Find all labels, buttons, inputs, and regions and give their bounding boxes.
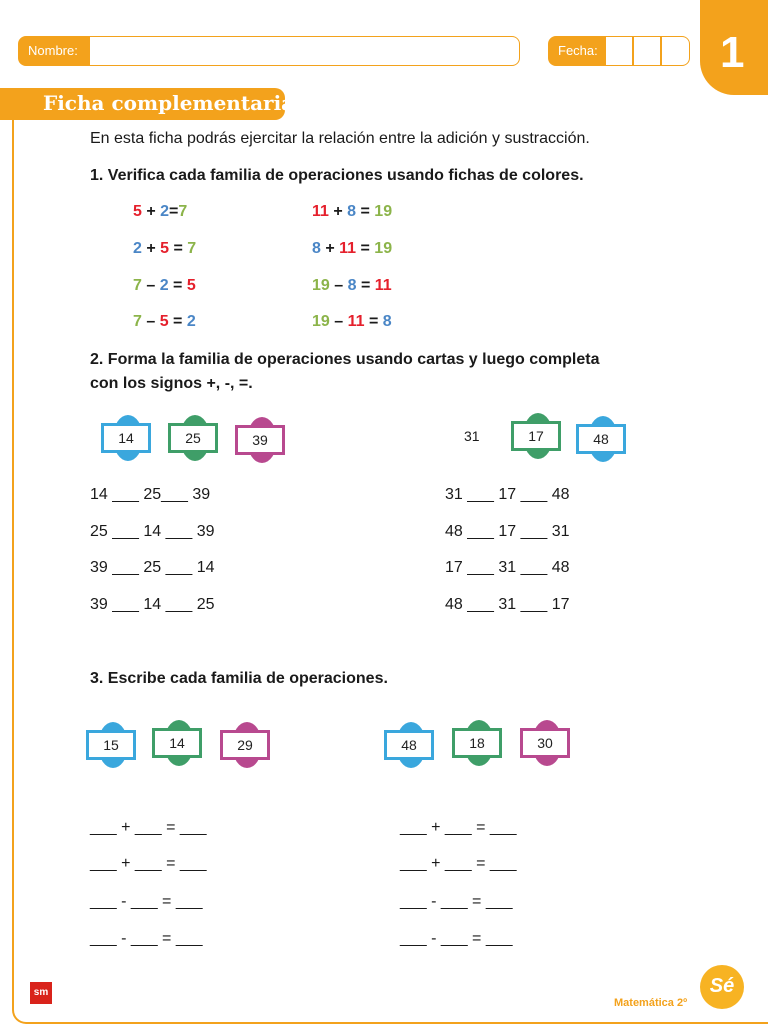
name-field[interactable] bbox=[90, 36, 520, 66]
equation-term: 5 bbox=[159, 313, 169, 330]
ex2-right-row: 48 ___ 17 ___ 31 bbox=[445, 523, 570, 540]
ex3-left-blank: ___ - ___ = ___ bbox=[90, 893, 203, 910]
ex2-left-row: 39 ___ 25 ___ 14 bbox=[90, 559, 215, 576]
card-blue bbox=[384, 722, 438, 768]
equation-term: = bbox=[168, 313, 187, 330]
ex3-left-blank: ___ + ___ = ___ bbox=[90, 819, 207, 836]
equation-term: 7 bbox=[133, 313, 142, 330]
equation-term: = bbox=[168, 277, 187, 294]
equation-term: 19 bbox=[374, 240, 393, 257]
ex2-right-row: 17 ___ 31 ___ 48 bbox=[445, 559, 570, 576]
equation-term: 7 bbox=[178, 203, 188, 220]
card-magenta bbox=[220, 722, 274, 768]
equation-term: + bbox=[141, 240, 161, 257]
equation-term: 19 bbox=[312, 277, 330, 294]
ex1-left-equation bbox=[133, 240, 196, 258]
card-value: 14 bbox=[101, 423, 151, 453]
ex1-left-equation bbox=[133, 313, 196, 331]
date-field[interactable] bbox=[606, 36, 690, 66]
ex3-left-blank: ___ - ___ = ___ bbox=[90, 930, 203, 947]
equation-term: 2 bbox=[133, 240, 142, 257]
publisher-logo: sm bbox=[30, 982, 52, 1004]
date-label: Fecha: bbox=[548, 36, 606, 66]
ex1-right-equation bbox=[312, 277, 392, 295]
unit-number: 1 bbox=[720, 28, 745, 77]
ex1-right-equation bbox=[312, 313, 392, 331]
card-blue bbox=[86, 722, 140, 768]
equation-term: = bbox=[364, 313, 383, 330]
card-green bbox=[452, 720, 506, 766]
card-green bbox=[168, 415, 222, 461]
equation-term: + bbox=[328, 203, 348, 220]
equation-term: 19 bbox=[312, 313, 330, 330]
card-blue bbox=[101, 415, 155, 461]
equation-term: 8 bbox=[382, 313, 392, 330]
equation-term: – bbox=[141, 313, 160, 330]
equation-term: 11 bbox=[347, 313, 365, 330]
equation-term: 11 bbox=[312, 203, 329, 220]
ex3-right-blank: ___ - ___ = ___ bbox=[400, 893, 513, 910]
equation-term: + bbox=[141, 203, 161, 220]
name-label: Nombre: bbox=[18, 36, 90, 66]
card-value: 15 bbox=[86, 730, 136, 760]
page-title: Ficha complementaria bbox=[43, 91, 295, 115]
equation-term: + bbox=[320, 240, 340, 257]
equation-term: – bbox=[141, 277, 160, 294]
equation-term: 7 bbox=[187, 240, 197, 257]
equation-term: – bbox=[329, 313, 348, 330]
ex2-right-row: 31 ___ 17 ___ 48 bbox=[445, 486, 570, 503]
ex1-left-equation bbox=[133, 277, 196, 295]
equation-term: 2 bbox=[186, 313, 196, 330]
card-value: 30 bbox=[520, 728, 570, 758]
card-value: 14 bbox=[152, 728, 202, 758]
card-magenta bbox=[520, 720, 574, 766]
equation-term: = bbox=[169, 240, 188, 257]
equation-term: = bbox=[169, 203, 179, 220]
book-title: Matemática 2º bbox=[614, 997, 688, 1009]
equation-term: 8 bbox=[347, 203, 357, 220]
card-value: 17 bbox=[511, 421, 561, 451]
ex1-right-equation bbox=[312, 240, 392, 258]
card-value: 18 bbox=[452, 728, 502, 758]
ex2-title-line1: 2. Forma la familia de operaciones usando cartas y luego completa bbox=[90, 351, 600, 368]
card-value: 25 bbox=[168, 423, 218, 453]
equation-term: = bbox=[356, 240, 375, 257]
equation-term: = bbox=[356, 277, 375, 294]
equation-term: 19 bbox=[374, 203, 393, 220]
card-plain: 31 bbox=[464, 428, 480, 444]
intro-text: En esta ficha podrás ejercitar la relación entre la adición y sustracción. bbox=[90, 130, 590, 147]
ex1-right-equation bbox=[312, 203, 392, 221]
equation-term: 11 bbox=[339, 240, 357, 257]
ex1-left-equation bbox=[133, 203, 187, 221]
ex3-title: 3. Escribe cada familia de operaciones. bbox=[90, 670, 388, 687]
ex2-left-row: 25 ___ 14 ___ 39 bbox=[90, 523, 215, 540]
ex3-right-blank: ___ + ___ = ___ bbox=[400, 855, 517, 872]
equation-term: 5 bbox=[133, 203, 142, 220]
ex3-left-blank: ___ + ___ = ___ bbox=[90, 855, 207, 872]
ex2-left-row: 39 ___ 14 ___ 25 bbox=[90, 596, 215, 613]
equation-term: – bbox=[329, 277, 348, 294]
equation-term: 8 bbox=[347, 277, 357, 294]
equation-term: 8 bbox=[312, 240, 321, 257]
equation-term: = bbox=[356, 203, 375, 220]
ex3-right-blank: ___ + ___ = ___ bbox=[400, 819, 517, 836]
equation-term: 5 bbox=[186, 277, 196, 294]
equation-term: 7 bbox=[133, 277, 142, 294]
card-value: 48 bbox=[384, 730, 434, 760]
equation-term: 2 bbox=[160, 203, 170, 220]
equation-term: 2 bbox=[159, 277, 169, 294]
ex2-title-line2: con los signos +, -, =. bbox=[90, 375, 253, 392]
equation-term: 5 bbox=[160, 240, 170, 257]
ex3-right-blank: ___ - ___ = ___ bbox=[400, 930, 513, 947]
card-green bbox=[511, 413, 565, 459]
ex1-title: 1. Verifica cada familia de operaciones usando fichas de colores. bbox=[90, 167, 584, 184]
equation-term: 11 bbox=[374, 277, 392, 294]
brand-badge: Sé bbox=[700, 965, 744, 1009]
card-value: 48 bbox=[576, 424, 626, 454]
card-green bbox=[152, 720, 206, 766]
card-magenta bbox=[235, 417, 289, 463]
card-value: 29 bbox=[220, 730, 270, 760]
card-value: 39 bbox=[235, 425, 285, 455]
card-blue bbox=[576, 416, 630, 462]
ex2-left-row: 14 ___ 25___ 39 bbox=[90, 486, 211, 503]
ex2-right-row: 48 ___ 31 ___ 17 bbox=[445, 596, 570, 613]
